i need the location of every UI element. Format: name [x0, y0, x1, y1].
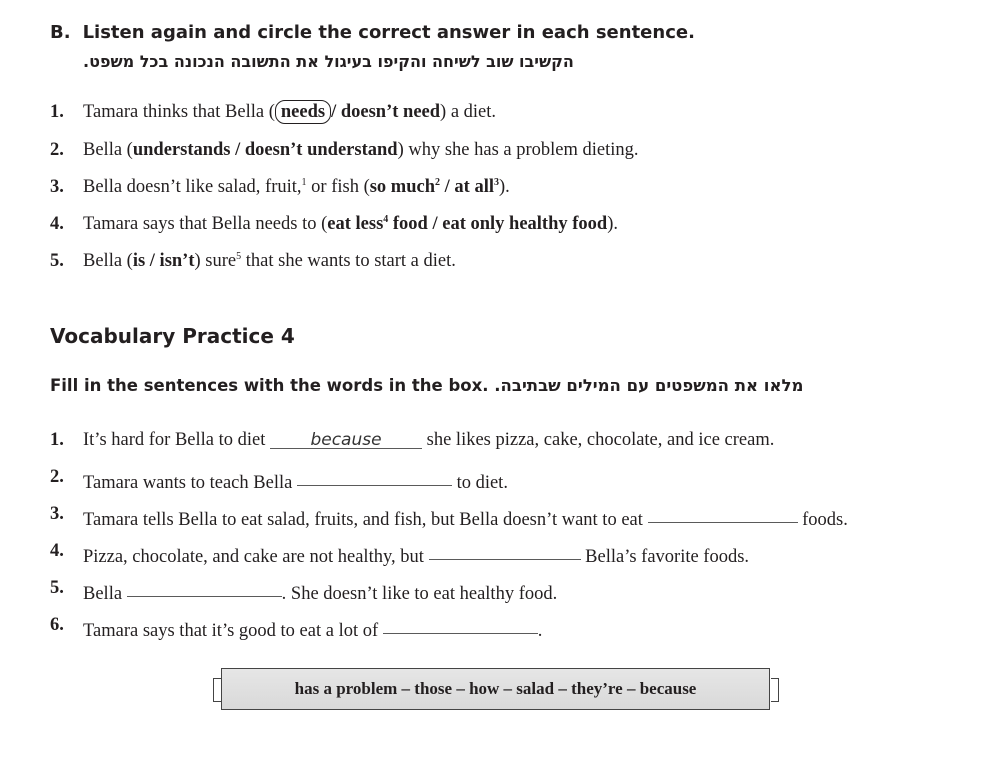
list-item [50, 615, 900, 639]
sentence-text: Tamara wants to teach Bella [83, 473, 293, 493]
option-separator: / [331, 102, 341, 122]
word-box-right-bracket [771, 678, 779, 702]
sentence-text: foods. [802, 510, 848, 530]
section-b-instruction: Listen again and circle the correct answer in each sentence. [82, 22, 695, 43]
sentence-text: ) a diet. [440, 102, 497, 122]
list-item [50, 430, 900, 454]
circled-answer[interactable]: needs [275, 100, 331, 124]
answer-blank[interactable] [297, 465, 452, 486]
item-number: 4. [50, 541, 64, 561]
sentence-text: Bella doesn’t like salad, fruit, [83, 177, 302, 197]
footnote-marker: 4 [383, 214, 389, 225]
section-b-heading [50, 22, 695, 43]
sentence-text: Tamara thinks that Bella ( [83, 102, 275, 122]
sentence-text: ). [607, 214, 618, 234]
item-number: 3. [50, 177, 64, 197]
vocab-instruction-row [50, 376, 803, 395]
sentence-text: Bella ( [83, 251, 133, 271]
item-number: 1. [50, 102, 64, 122]
vocab-instruction: Fill in the sentences with the words in the box. [50, 376, 489, 395]
answer-option[interactable]: / at all [440, 177, 494, 197]
section-letter: B. [50, 22, 71, 43]
footnote-marker: 3 [493, 177, 499, 188]
sentence-text: Bella’s favorite foods. [585, 547, 750, 567]
item-number: 2. [50, 467, 64, 487]
sentence-text: . [537, 621, 543, 641]
sentence-text: ). [498, 177, 510, 197]
section-b-instruction-hebrew: הקשיבו שוב לשיחה והקיפו בעיגול את התשובה הנכונה בכל משפט. [83, 52, 574, 71]
sentence-text: or fish ( [306, 177, 370, 197]
sentence-text: Tamara says that it’s good to eat a lot of [83, 621, 379, 641]
item-number: 5. [50, 578, 64, 598]
sentence-text: Bella ( [83, 140, 133, 160]
answer-blank[interactable] [270, 428, 422, 449]
sentence-text: . She doesn’t like to eat healthy food. [281, 584, 558, 604]
footnote-marker: 2 [435, 177, 441, 188]
answer-blank[interactable] [127, 576, 282, 597]
list-item [50, 504, 960, 528]
list-item [50, 102, 750, 126]
sentence-text: Pizza, chocolate, and cake are not healthy, but [83, 547, 424, 567]
item-number: 3. [50, 504, 64, 524]
answer-blank[interactable] [383, 613, 538, 634]
word-box-left-bracket [213, 678, 221, 702]
answer-options[interactable]: is / isn’t [132, 251, 195, 271]
sentence-text: that she wants to start a diet. [241, 251, 456, 271]
list-item [50, 541, 900, 565]
sentence-text: to diet. [456, 473, 508, 493]
item-number: 4. [50, 214, 64, 234]
item-number: 2. [50, 140, 64, 160]
answer-option[interactable]: eat less [327, 214, 384, 234]
list-item [50, 578, 900, 602]
vocab-title: Vocabulary Practice 4 [50, 324, 295, 348]
list-item [50, 214, 800, 238]
list-item [50, 140, 800, 164]
sentence-text: Tamara says that Bella needs to ( [83, 214, 328, 234]
list-item [50, 251, 800, 275]
answer-option[interactable]: so much [369, 177, 436, 197]
sentence-text: ) why she has a problem dieting. [397, 140, 639, 160]
sentence-text: Bella [83, 584, 123, 604]
vocab-instruction-hebrew: מלאו את המשפטים עם המילים שבתיבה. [494, 376, 804, 395]
answer-blank[interactable] [429, 539, 581, 560]
list-item [50, 177, 800, 201]
sentence-text: she likes pizza, cake, chocolate, and ice cream. [426, 430, 775, 450]
sentence-text: It’s hard for Bella to diet [83, 430, 266, 450]
item-number: 6. [50, 615, 64, 635]
answer-option[interactable]: doesn’t need [340, 102, 441, 122]
answer-option[interactable]: food / eat only healthy food [388, 214, 608, 234]
sentence-text: Tamara tells Bella to eat salad, fruits, and fish, but Bella doesn’t want to eat [83, 510, 643, 530]
footnote-marker: 5 [236, 251, 242, 262]
answer-blank[interactable] [648, 502, 798, 523]
sentence-text: ) sure [194, 251, 237, 271]
item-number: 5. [50, 251, 64, 271]
item-number: 1. [50, 430, 64, 450]
list-item [50, 467, 900, 491]
answer-options[interactable]: understands / doesn’t understand [132, 140, 398, 160]
filled-answer: because [310, 430, 382, 450]
footnote-marker: 1 [301, 177, 307, 188]
word-box: has a problem – those – how – salad – they’re – because [221, 668, 770, 710]
